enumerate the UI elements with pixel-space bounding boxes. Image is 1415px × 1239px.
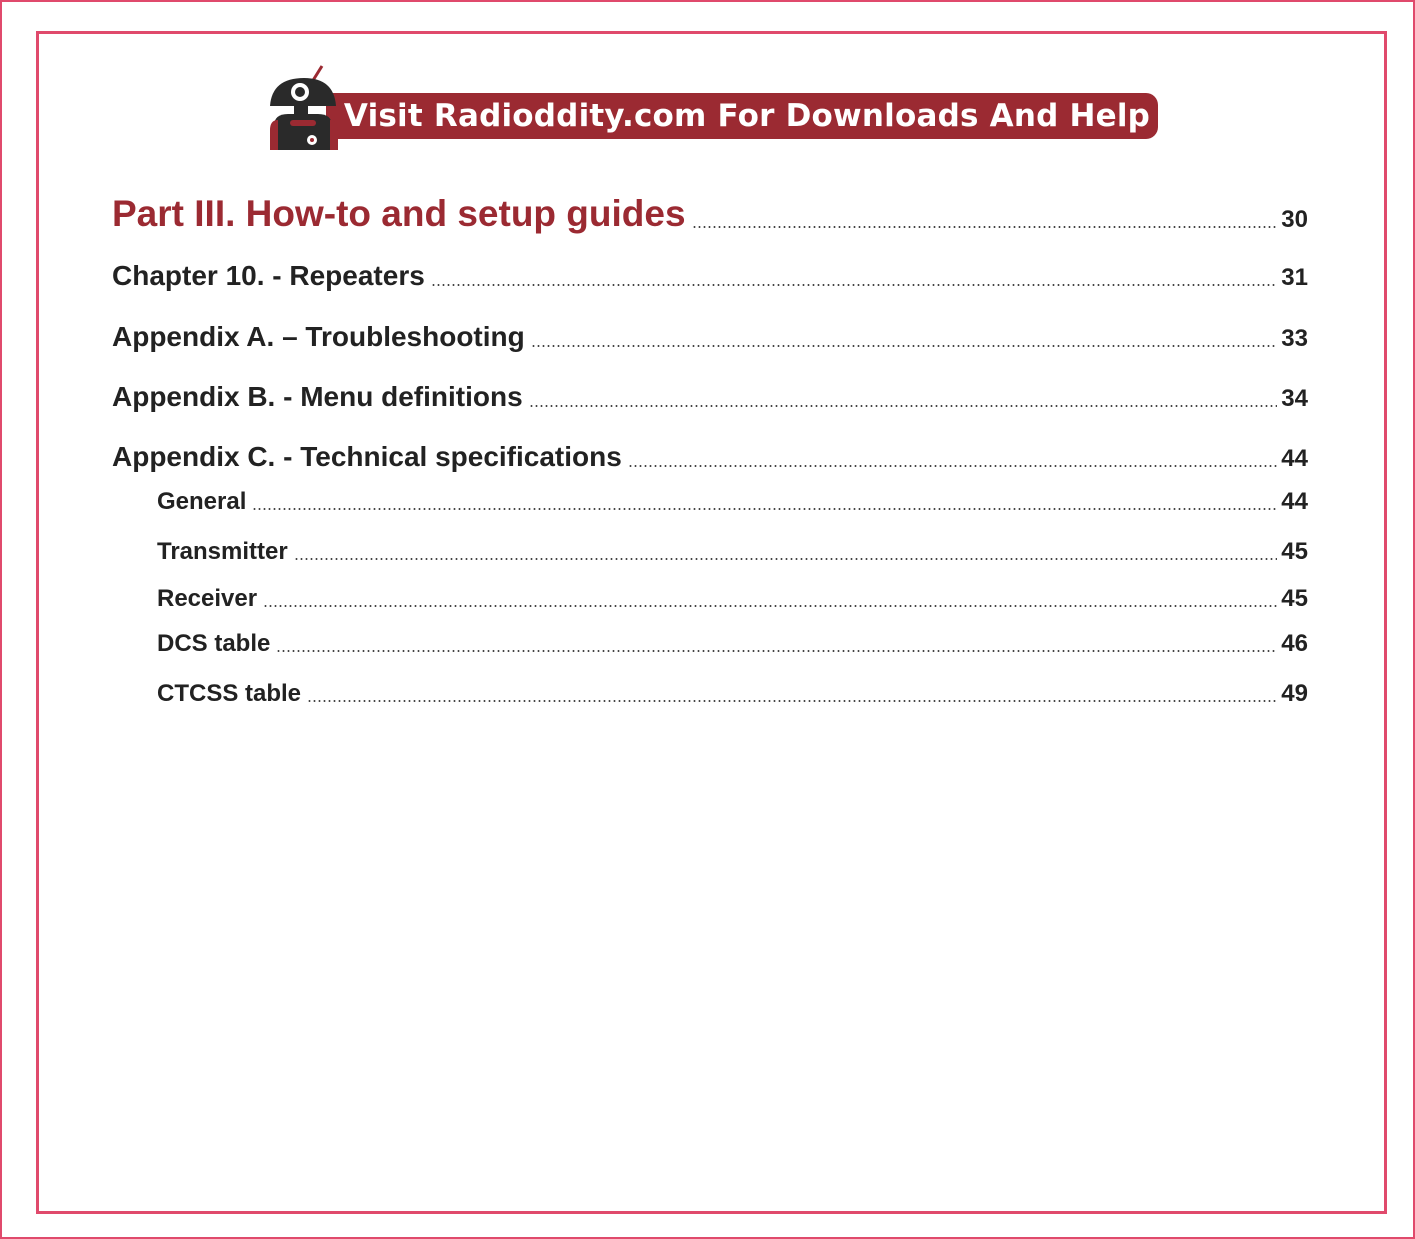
toc-entry-title[interactable]: Receiver — [157, 585, 258, 612]
toc-entry-title[interactable]: Chapter 10. - Repeaters — [112, 260, 425, 291]
toc-entry[interactable] — [112, 435, 1308, 471]
toc-entry-page[interactable]: 30 — [1281, 206, 1308, 233]
dot-leader — [531, 345, 1278, 347]
dot-leader — [307, 700, 1277, 702]
dot-leader — [276, 650, 1277, 652]
toc-entry-page[interactable]: 44 — [1281, 488, 1308, 515]
toc-subentry[interactable] — [157, 486, 1308, 514]
toc-entry-title[interactable]: CTCSS table — [157, 680, 302, 707]
dot-leader — [294, 558, 1278, 560]
toc-entry-page[interactable]: 49 — [1281, 680, 1308, 707]
toc-subentry[interactable] — [157, 676, 1308, 706]
toc-entry-page[interactable]: 44 — [1281, 445, 1308, 472]
dot-leader — [628, 465, 1277, 467]
toc-entry-page[interactable]: 45 — [1281, 538, 1308, 565]
toc-entry-page[interactable]: 34 — [1281, 385, 1308, 412]
toc-subentry[interactable] — [157, 534, 1308, 564]
toc-entry-title[interactable]: Appendix B. - Menu definitions — [112, 381, 523, 412]
banner-text[interactable]: Visit Radioddity.com For Downloads And Help — [343, 98, 1151, 134]
toc-entry-title[interactable]: Part III. How-to and setup guides — [112, 193, 686, 234]
toc-entry[interactable] — [112, 254, 1308, 290]
dot-leader — [263, 605, 1277, 607]
table-of-contents — [112, 2, 1308, 1237]
toc-entry[interactable] — [112, 315, 1308, 351]
toc-entry-title[interactable]: DCS table — [157, 630, 271, 657]
toc-entry-title[interactable]: Appendix A. – Troubleshooting — [112, 321, 525, 352]
toc-entry-page[interactable]: 46 — [1281, 630, 1308, 657]
toc-entry-page[interactable]: 45 — [1281, 585, 1308, 612]
toc-entry-title[interactable]: General — [157, 488, 247, 515]
toc-entry[interactable] — [112, 375, 1308, 411]
toc-entry-page[interactable]: 31 — [1281, 264, 1308, 291]
toc-entry-title[interactable]: Appendix C. - Technical specifications — [112, 441, 622, 472]
toc-subentry[interactable] — [157, 581, 1308, 611]
toc-entry-page[interactable]: 33 — [1281, 325, 1308, 352]
dot-leader — [252, 508, 1277, 510]
toc-entry-title[interactable]: Transmitter — [157, 538, 288, 565]
toc-part-entry[interactable] — [112, 188, 1308, 232]
toc-subentry[interactable] — [157, 626, 1308, 656]
dot-leader — [529, 405, 1278, 407]
dot-leader — [431, 284, 1278, 286]
dot-leader — [692, 226, 1278, 228]
